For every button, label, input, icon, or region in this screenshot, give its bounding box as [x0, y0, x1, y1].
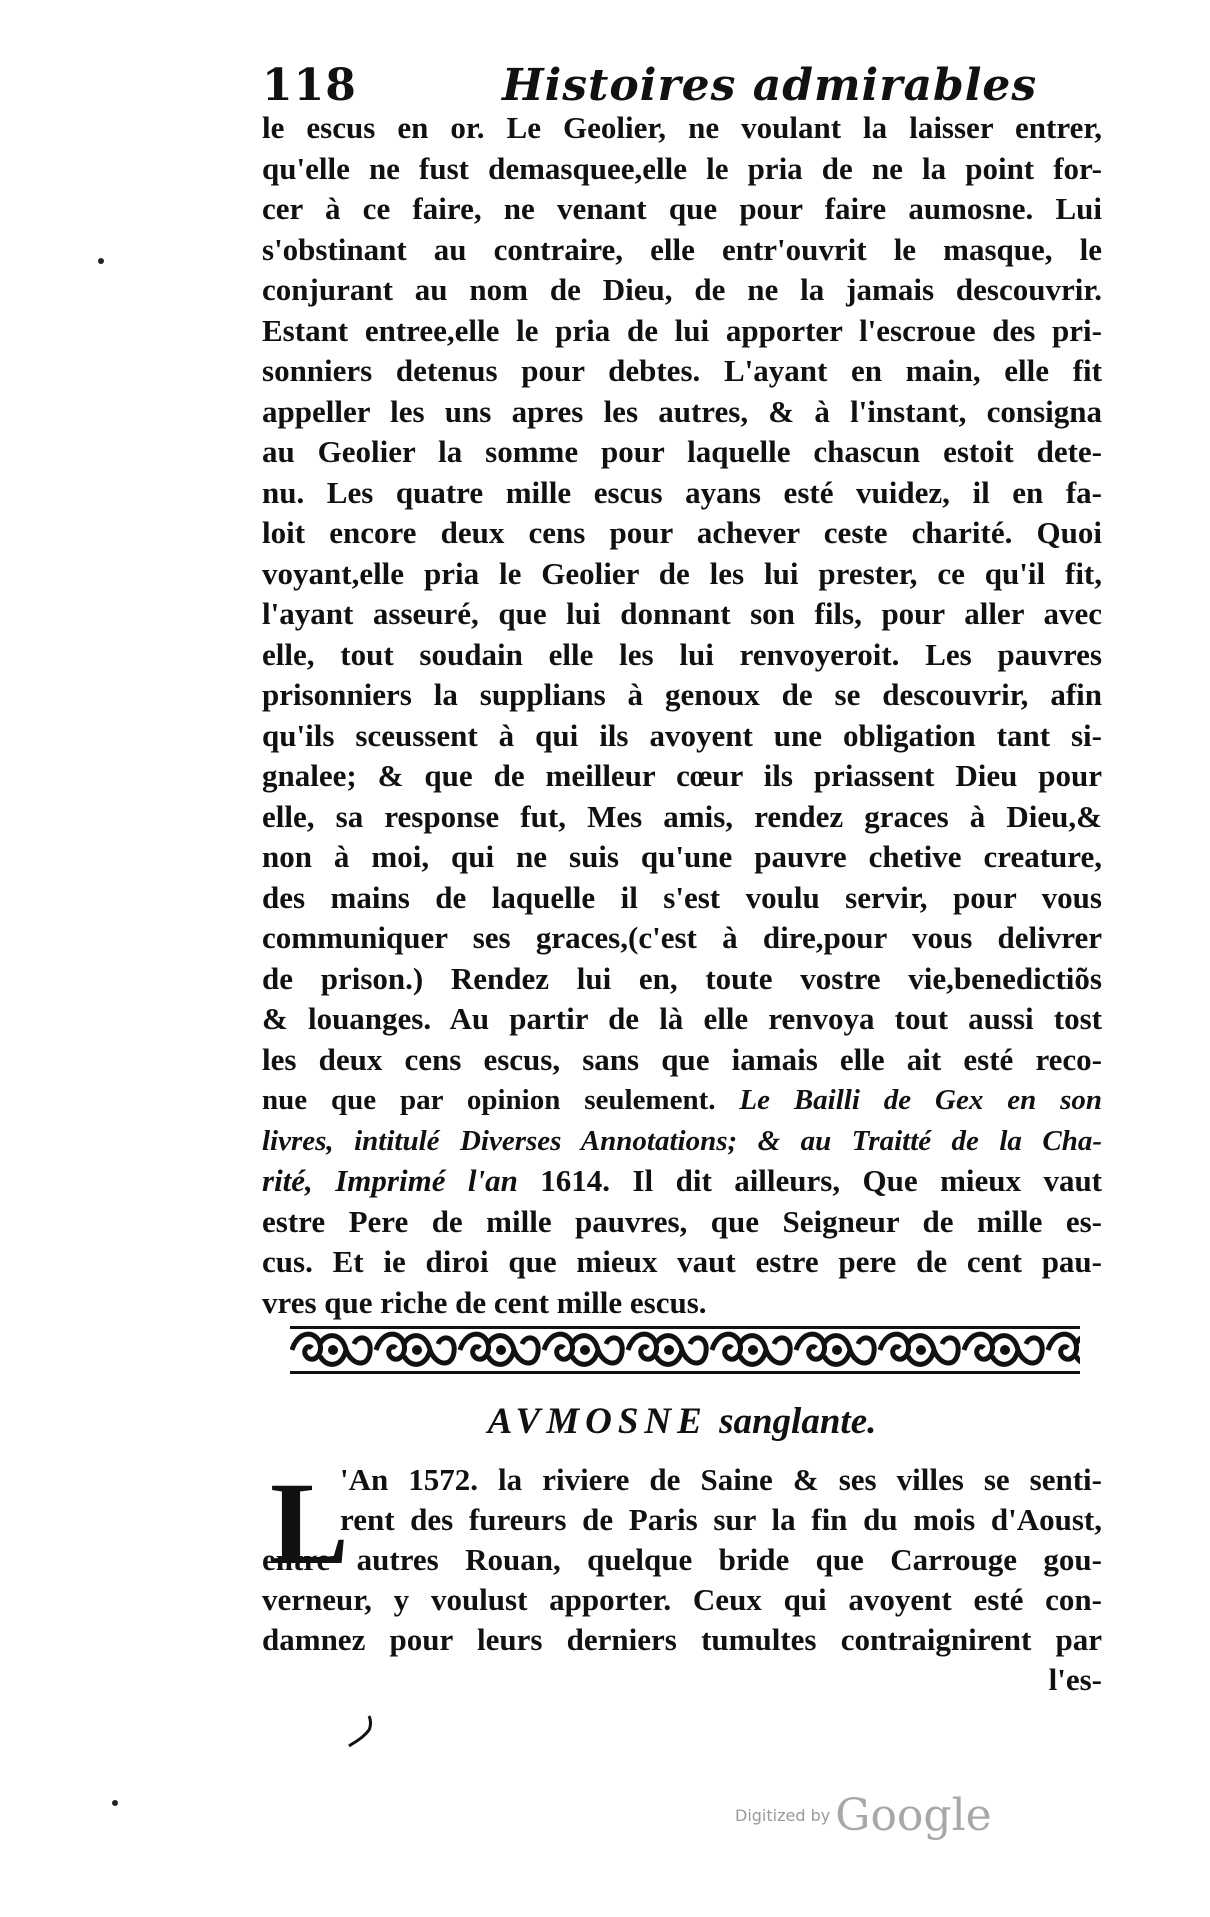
section-heading	[262, 1400, 1102, 1443]
text-line: cer à ce faire, ne venant que pour faire aumosne. Lui	[262, 191, 1102, 226]
text-line: rent des fureurs de Paris sur la fin du mois d'Aoust,	[340, 1502, 1102, 1537]
text-line: le escus en or. Le Geolier, ne voulant la laisser entrer,	[262, 110, 1102, 145]
text-line: Estant entree,elle le pria de lui apporter l'escroue des pri-	[262, 312, 1102, 348]
section-heading-main: AVMOSNE	[487, 1401, 708, 1442]
text-line: gnalee; & que de meilleur cœur ils priassent Dieu pour	[262, 758, 1102, 793]
text-line: qu'ils sceussent à qui ils avoyent une obligation tant si-	[262, 717, 1102, 753]
text-line: des mains de laquelle il s'est voulu servir, pour vous	[262, 879, 1102, 915]
text-line: loit encore deux cens pour achever ceste charité. Quoi	[262, 515, 1102, 550]
text-line: les deux cens escus, sans que iamais elle ait esté reco-	[262, 1041, 1102, 1077]
text-line: non à moi, qui ne suis qu'une pauvre chetive creature,	[262, 839, 1102, 874]
drop-cap: L	[270, 1458, 349, 1589]
citation-line: livres, intitulé Diverses Annotations; & au Traitté de la Cha-	[262, 1124, 1102, 1157]
text-line: sonniers detenus pour debtes. L'ayant en main, elle fit	[262, 353, 1102, 388]
citation-source: Le Bailli de Gex en son	[739, 1084, 1102, 1116]
google-logo: Google	[835, 1790, 992, 1841]
ink-speck	[112, 1800, 118, 1806]
text-line: qu'elle ne fust demasquee,elle le pria de ne la point for-	[262, 150, 1102, 186]
text-line: damnez pour leurs derniers tumultes contraignirent par	[262, 1622, 1102, 1657]
text-line: s'obstinant au contraire, elle entr'ouvrit le masque, le	[262, 231, 1102, 267]
text-line: conjurant au nom de Dieu, de ne la jamais descouvrir.	[262, 272, 1102, 307]
text-line: de prison.) Rendez lui en, toute vostre vie,benedictiõs	[262, 960, 1102, 996]
text-line: vres que riche de cent mille escus.	[262, 1284, 707, 1320]
catchword: l'es-	[1048, 1662, 1102, 1697]
text-line: nu. Les quatre mille escus ayans esté vuidez, il en fa-	[262, 474, 1102, 510]
text-segment: Il dit ailleurs, Que mieux vaut	[632, 1163, 1102, 1198]
text-line: verneur, y voulust apporter. Ceux qui avoyent esté con-	[262, 1582, 1102, 1617]
text-line: voyant,elle pria le Geolier de les lui prester, ce qu'il fit,	[262, 555, 1102, 591]
ink-mark-icon	[345, 1712, 381, 1752]
text-line: estre Pere de mille pauvres, que Seigneur de mille es-	[262, 1203, 1102, 1239]
text-line: appeller les uns apres les autres, & à l'instant, consigna	[262, 393, 1102, 429]
section-heading-sub: sanglante.	[719, 1401, 877, 1442]
text-line: elle, tout soudain elle les lui renvoyeroit. Les pauvres	[262, 636, 1102, 672]
watermark-prefix: Digitized by	[735, 1806, 831, 1825]
text-line: prisonniers la supplians à genoux de se descouvrir, afin	[262, 677, 1102, 712]
ornament-band	[290, 1322, 1080, 1378]
text-line: elle, sa response fut, Mes amis, rendez graces à Dieu,&	[262, 798, 1102, 834]
ornament-icon	[290, 1322, 1080, 1378]
citation-year: 1614.	[540, 1163, 611, 1198]
text-line: & louanges. Au partir de là elle renvoya tout aussi tost	[262, 1001, 1102, 1036]
citation-imprint: rité, Imprimé l'an	[262, 1163, 518, 1198]
page-number: 118	[262, 60, 357, 111]
text-line: communiquer ses graces,(c'est à dire,pour vous delivrer	[262, 920, 1102, 955]
text-line: l'ayant asseuré, que lui donnant son fils, pour aller avec	[262, 596, 1102, 631]
body-text	[262, 108, 1102, 1323]
text-line-with-citation	[262, 1080, 1102, 1121]
text-segment: nue que par opinion seulement.	[262, 1084, 716, 1116]
ink-speck	[98, 258, 104, 264]
digitized-watermark	[735, 1790, 992, 1841]
text-line: au Geolier la somme pour laquelle chascun estoit dete-	[262, 434, 1102, 469]
running-title: Histoires admirables	[502, 60, 1038, 111]
section-text	[262, 1460, 1102, 1700]
text-line: 'An 1572. la riviere de Saine & ses villes se senti-	[340, 1462, 1102, 1497]
text-line-with-citation	[262, 1161, 1102, 1202]
text-line: entre autres Rouan, quelque bride que Carrouge gou-	[262, 1542, 1102, 1577]
text-line: cus. Et ie diroi que mieux vaut estre pere de cent pau-	[262, 1244, 1102, 1279]
